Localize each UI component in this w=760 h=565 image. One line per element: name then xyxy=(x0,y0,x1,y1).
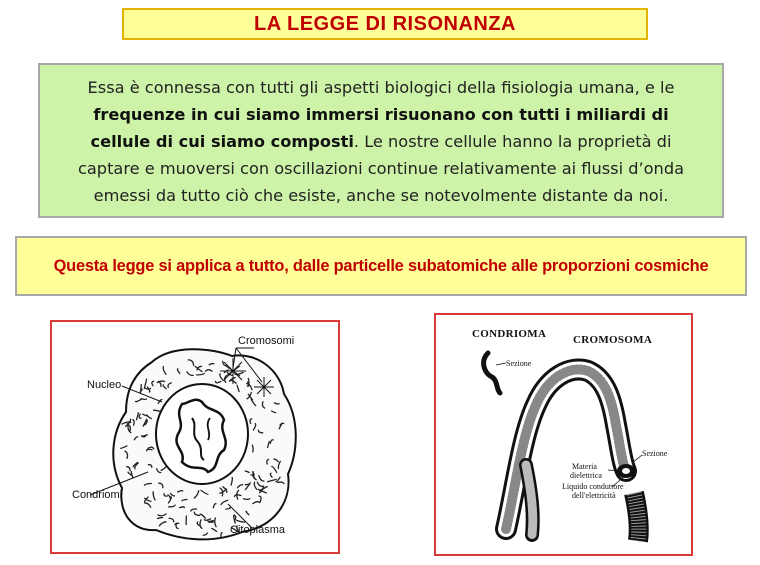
label-cromosoma: CROMOSOMA xyxy=(573,334,653,346)
label-condrioma: CONDRIOMA xyxy=(472,328,547,340)
label-cromosomi: Cromosomi xyxy=(238,335,295,347)
chromosome-figure xyxy=(434,313,693,556)
highlight-text: Questa legge si applica a tutto, dalle particelle subatomiche alle proporzioni cosmiche xyxy=(53,256,709,275)
label-liquido-line2: dell'elettricità xyxy=(572,491,616,500)
condrioma-shape xyxy=(484,353,500,393)
label-liquido-line1: Liquido conduttore xyxy=(562,482,624,491)
chromosome-drawing xyxy=(436,315,691,554)
label-sezione-condrioma: Sezione xyxy=(506,359,532,368)
label-materia-line2: dielettrica xyxy=(570,471,602,480)
paragraph-bold: frequenze in cui siamo immersi risuonano con tutti i miliardi di cellule di cui siamo composti xyxy=(90,105,669,151)
label-citoplasma: Citoplasma xyxy=(230,524,286,536)
slide-title-text: LA LEGGE DI RISONANZA xyxy=(254,12,516,35)
label-sezione-cromosoma: Sezione xyxy=(642,449,668,458)
label-nucleo: Nucleo xyxy=(87,379,122,391)
slide-title xyxy=(122,8,648,40)
paragraph-part2: . Le nostre cellule hanno la proprietà di captare e muoversi con oscillazioni continue relativamente ai flussi d’onda emessi da tutto ciò che esiste, anche se notevolmente distante da noi. xyxy=(77,132,685,205)
label-materia-line1: Materia xyxy=(572,462,597,471)
label-condriomi: Condriomi xyxy=(72,489,123,501)
highlight-box xyxy=(15,236,747,296)
paragraph-part1: Essa è connessa con tutti gli aspetti biologici della fisiologia umana, e le xyxy=(87,78,675,97)
aster-right xyxy=(254,377,274,397)
cell-drawing xyxy=(52,322,338,552)
description-box xyxy=(38,63,724,218)
cell-figure xyxy=(50,320,340,554)
